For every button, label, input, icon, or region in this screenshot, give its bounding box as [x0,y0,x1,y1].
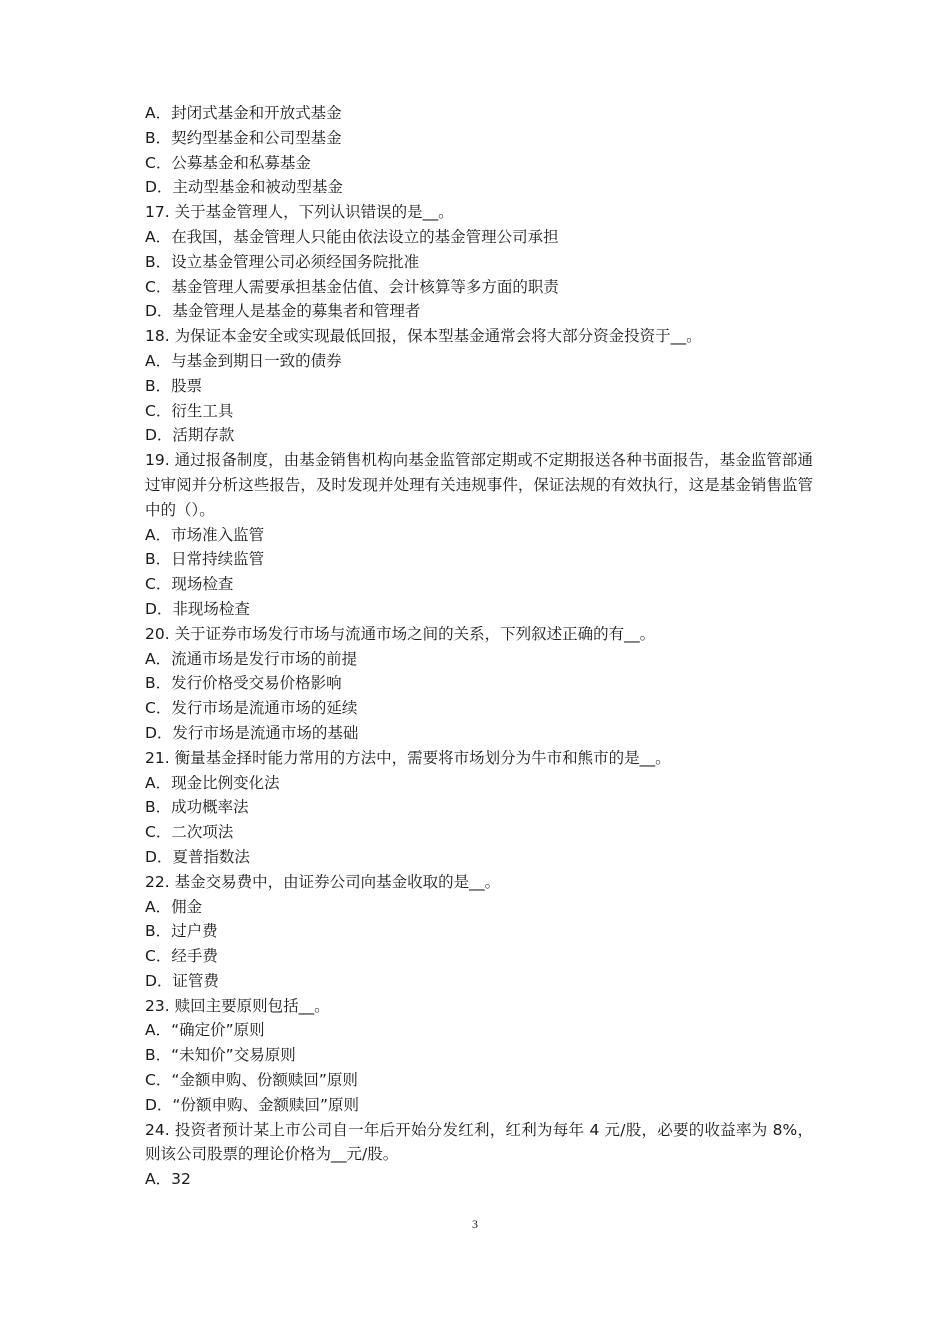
option-line: A．流通市场是发行市场的前提 [145,649,358,668]
question-24: 24. 投资者预计某上市公司自一年后开始分发红利，红利为每年 4 元/股，必要的收益率为 8%，则该公司股票的理论价格为__元/股。 [145,1120,813,1164]
option-line: A．佣金 [145,897,203,916]
option-line: C．现场检查 [145,575,234,594]
option-line: C．基金管理人需要承担基金估值、会计核算等多方面的职责 [145,277,559,296]
option-line: A．在我国，基金管理人只能由依法设立的基金管理公司承担 [145,227,559,246]
option-line: B．日常持续监管 [145,550,265,569]
question-22: 22. 基金交易费中，由证券公司向基金收取的是__。 [145,872,501,891]
option-line: A．市场准入监管 [145,525,265,544]
question-18: 18. 为保证本金安全或实现最低回报，保本型基金通常会将大部分资金投资于__。 [145,327,702,346]
question-20: 20. 关于证券市场发行市场与流通市场之间的关系，下列叙述正确的有__。 [145,624,656,643]
option-line: B．股票 [145,376,203,395]
option-line: C．“金额申购、份额赎回”原则 [145,1071,358,1090]
question-19: 19. 通过报备制度，由基金销售机构向基金监管部定期或不定期报送各种书面报告，基金监管部通过审阅并分析这些报告，及时发现并处理有关违规事件，保证法规的有效执行，这是基金销售监管中的（）。 [145,451,813,519]
option-line: D．“份额申购、金额赎回”原则 [145,1095,359,1114]
option-line: D．活期存款 [145,426,235,445]
option-line: D．非现场检查 [145,599,250,618]
question-17: 17. 关于基金管理人，下列认识错误的是__。 [145,203,454,222]
option-line: C．衍生工具 [145,401,234,420]
question-23: 23. 赎回主要原则包括__。 [145,996,330,1015]
option-line: C．公募基金和私募基金 [145,153,311,172]
question-21: 21. 衡量基金择时能力常用的方法中，需要将市场划分为牛市和熊市的是__。 [145,748,671,767]
option-line: D．发行市场是流通市场的基础 [145,723,359,742]
option-line: B．过户费 [145,922,218,941]
option-line: D．证管费 [145,971,219,990]
option-line: A．“确定价”原则 [145,1021,265,1040]
option-line: B．设立基金管理公司必须经国务院批准 [145,252,420,271]
option-line: A．32 [145,1170,191,1189]
option-line: C．发行市场是流通市场的延续 [145,699,358,718]
option-line: A．现金比例变化法 [145,773,280,792]
option-line: C．二次项法 [145,823,234,842]
page-number: 3 [472,1217,478,1231]
option-line: B．发行价格受交易价格影响 [145,674,342,693]
page-content [145,101,813,1192]
option-line: A．与基金到期日一致的债券 [145,351,342,370]
option-line: D．夏普指数法 [145,847,250,866]
option-line: A．封闭式基金和开放式基金 [145,104,342,122]
option-line: B．“未知价”交易原则 [145,1046,296,1065]
option-line: B．成功概率法 [145,798,249,817]
option-line: D．基金管理人是基金的募集者和管理者 [145,302,421,321]
option-line: B．契约型基金和公司型基金 [145,128,342,147]
option-line: C．经手费 [145,947,218,966]
option-line: D．主动型基金和被动型基金 [145,178,343,197]
